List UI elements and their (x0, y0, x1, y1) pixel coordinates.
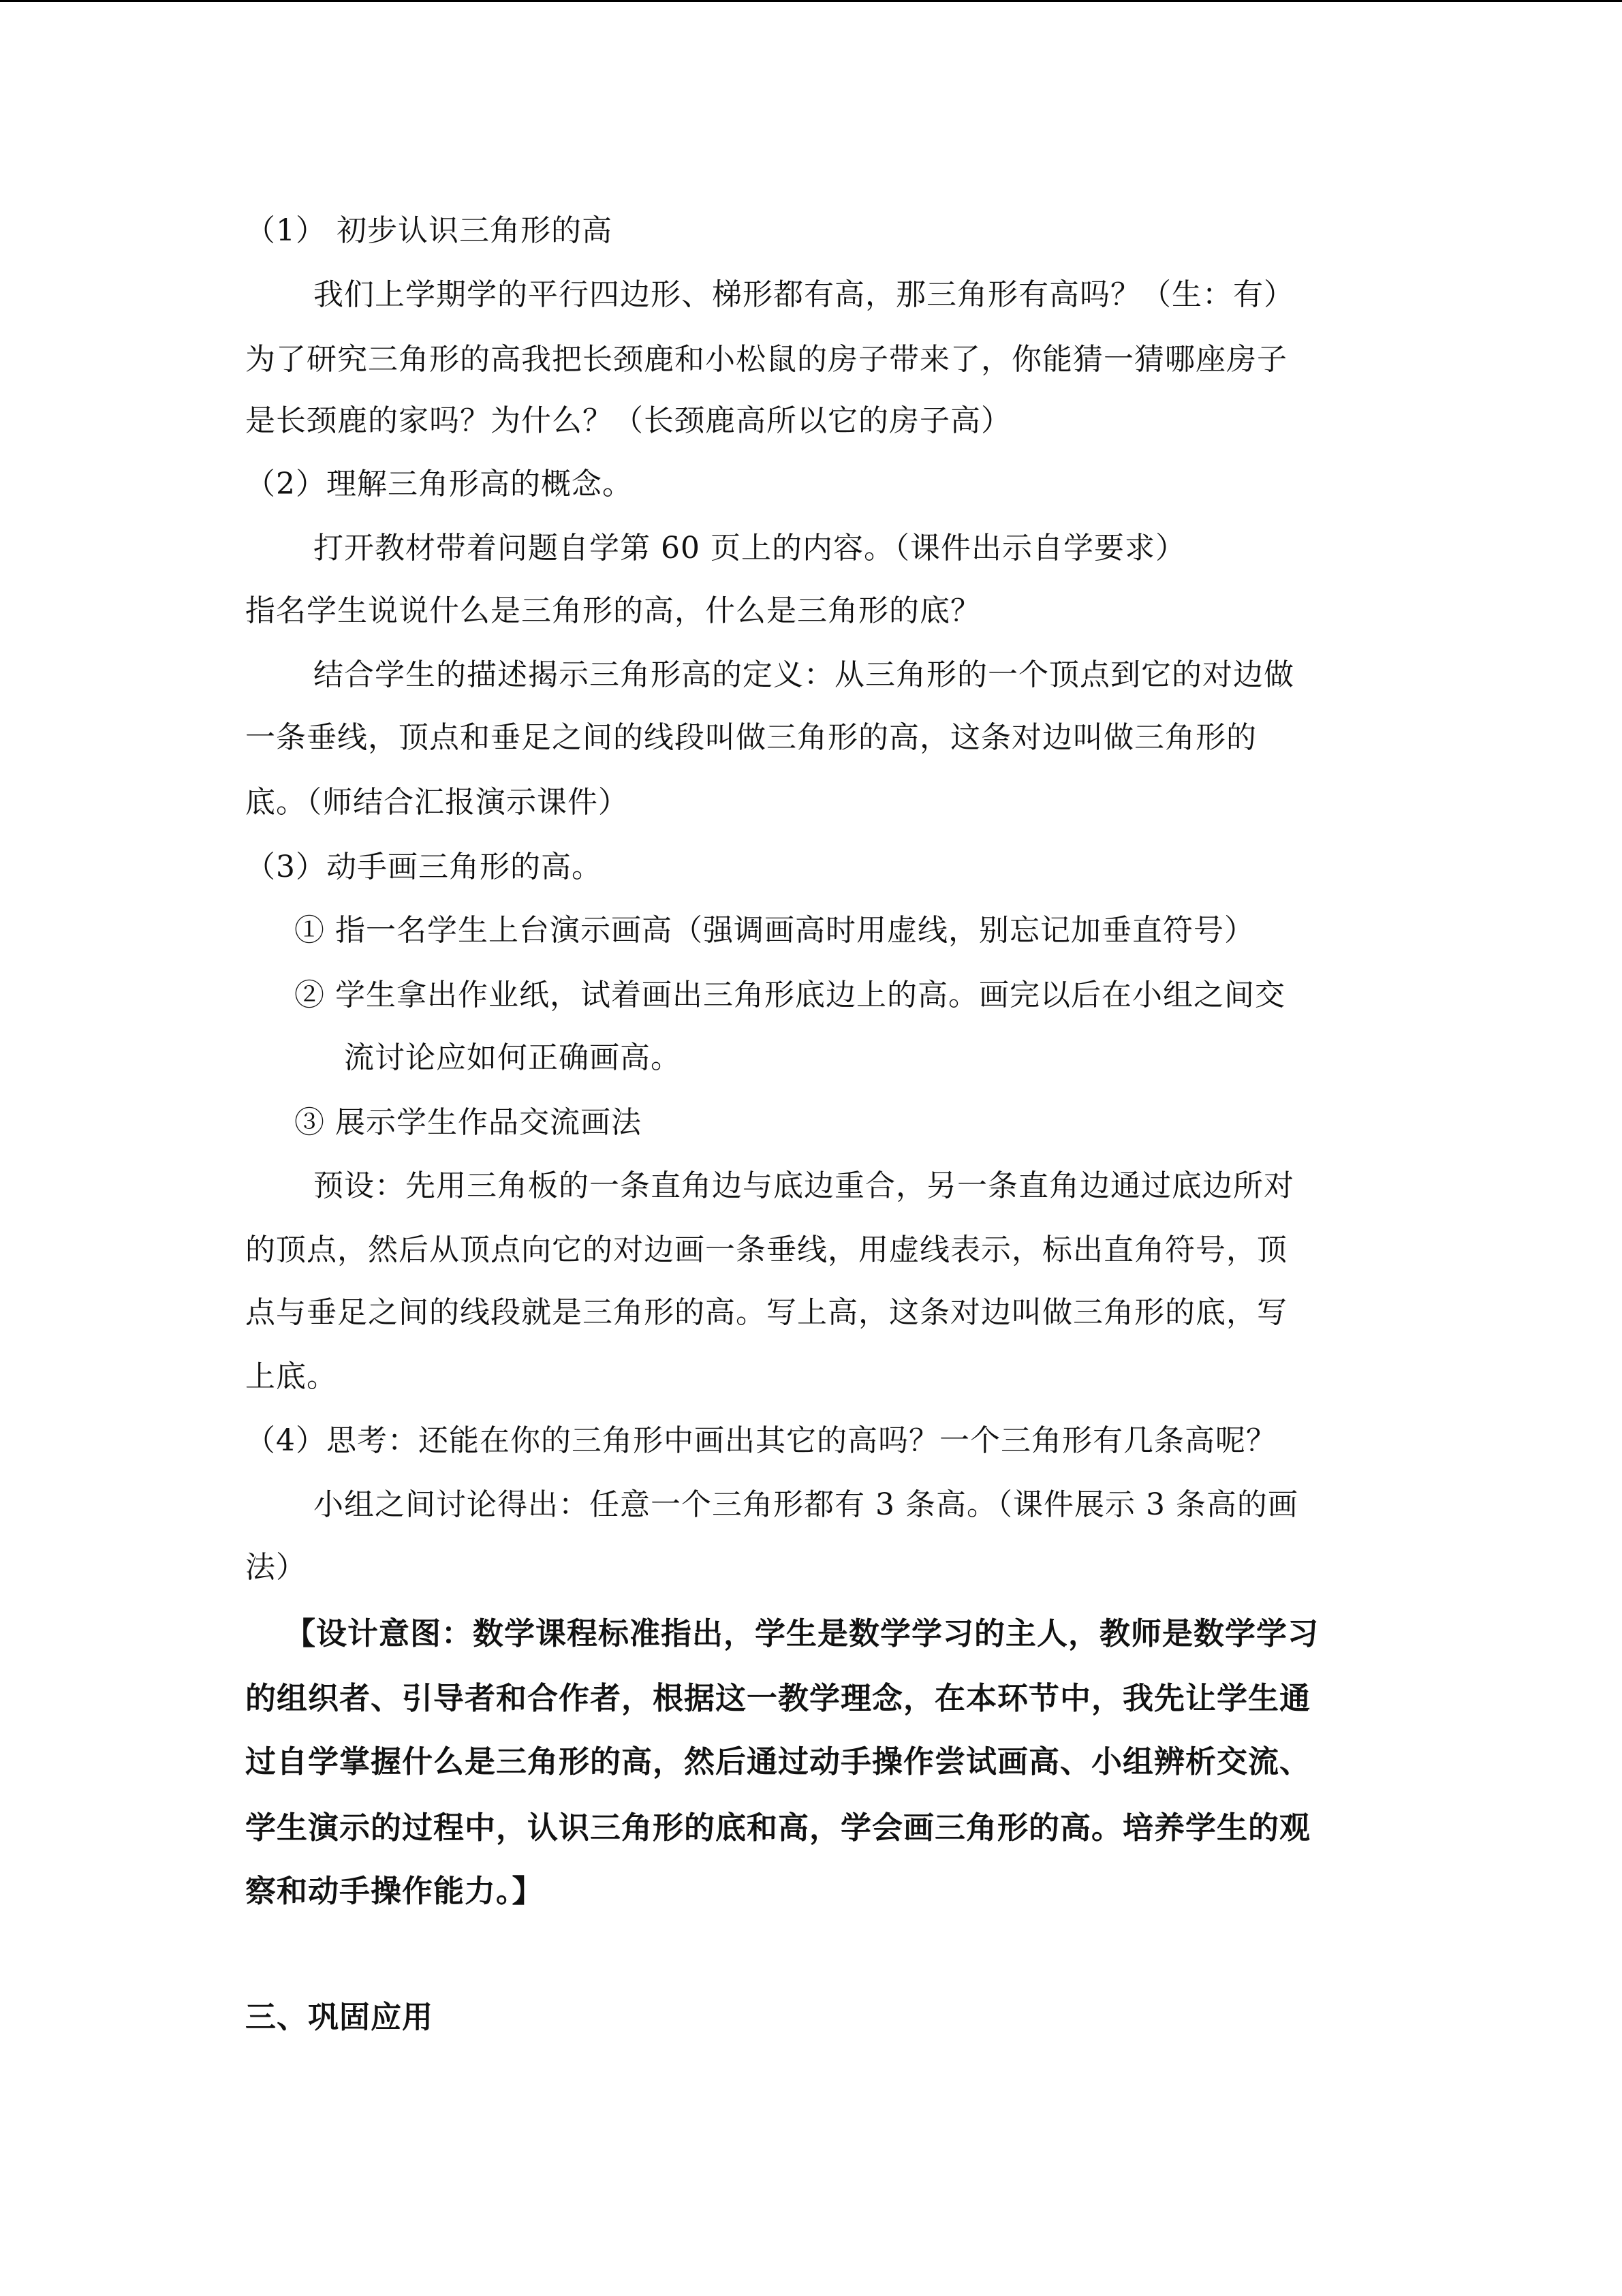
paragraph-line: 我们上学期学的平行四边形、梯形都有高，那三角形有高吗？（生：有） (313, 277, 1294, 312)
design-intent-line: 察和动手操作能力。】 (245, 1873, 544, 1909)
subheading-3: （3）动手画三角形的高。 (245, 850, 602, 884)
paragraph-line: 点与垂足之间的线段就是三角形的高。写上高，这条对边叫做三角形的底，写 (245, 1295, 1288, 1330)
paragraph-line: 指名学生说说什么是三角形的高，什么是三角形的底？ (245, 593, 981, 628)
step-item-1: ① 指一名学生上台演示画高（强调画高时用虚线，别忘记加垂直符号） (294, 913, 1255, 948)
step-item-2: ② 学生拿出作业纸，试着画出三角形底边上的高。画完以后在小组之间交 (294, 978, 1285, 1012)
design-intent-line: 学生演示的过程中，认识三角形的底和高，学会画三角形的高。培养学生的观 (245, 1810, 1311, 1846)
subheading-2: （2）理解三角形高的概念。 (245, 467, 633, 501)
subheading-1: （1） 初步认识三角形的高 (245, 213, 612, 248)
section-heading: 三、巩固应用 (245, 1999, 434, 2035)
document-page (0, 2, 1622, 2296)
design-intent-line: 过自学掌握什么是三角形的高，然后通过动手操作尝试画高、小组辨析交流、 (245, 1743, 1311, 1780)
paragraph-line: 小组之间讨论得出：任意一个三角形都有 3 条高。（课件展示 3 条高的画 (313, 1487, 1298, 1522)
paragraph-line: 预设：先用三角板的一条直角边与底边重合，另一条直角边通过底边所对 (313, 1168, 1294, 1203)
paragraph-line: 法） (245, 1550, 307, 1585)
paragraph-line: 上底。 (245, 1359, 337, 1394)
paragraph-line: 结合学生的描述揭示三角形高的定义：从三角形的一个顶点到它的对边做 (313, 657, 1294, 692)
design-intent-line: 的组织者、引导者和合作者，根据这一教学理念，在本环节中，我先让学生通 (245, 1680, 1311, 1716)
step-item-3: ③ 展示学生作品交流画法 (294, 1105, 642, 1140)
paragraph-line: 为了研究三角形的高我把长颈鹿和小松鼠的房子带来了，你能猜一猜哪座房子 (245, 342, 1288, 377)
design-intent-line: 【设计意图：数学课程标准指出，学生是数学学习的主人，教师是数学学习 (285, 1615, 1320, 1651)
step-item-2-continued: 流讨论应如何正确画高。 (344, 1040, 681, 1075)
subheading-4: （4）思考：还能在你的三角形中画出其它的高吗？一个三角形有几条高呢？ (245, 1423, 1277, 1458)
paragraph-line: 是长颈鹿的家吗？为什么？（长颈鹿高所以它的房子高） (245, 403, 1012, 438)
paragraph-line: 底。（师结合汇报演示课件） (245, 785, 629, 820)
paragraph-line: 打开教材带着问题自学第 60 页上的内容。（课件出示自学要求） (313, 531, 1186, 565)
paragraph-line: 一条垂线，顶点和垂足之间的线段叫做三角形的高，这条对边叫做三角形的 (245, 720, 1257, 755)
paragraph-line: 的顶点，然后从顶点向它的对边画一条垂线，用虚线表示，标出直角符号，顶 (245, 1232, 1288, 1267)
